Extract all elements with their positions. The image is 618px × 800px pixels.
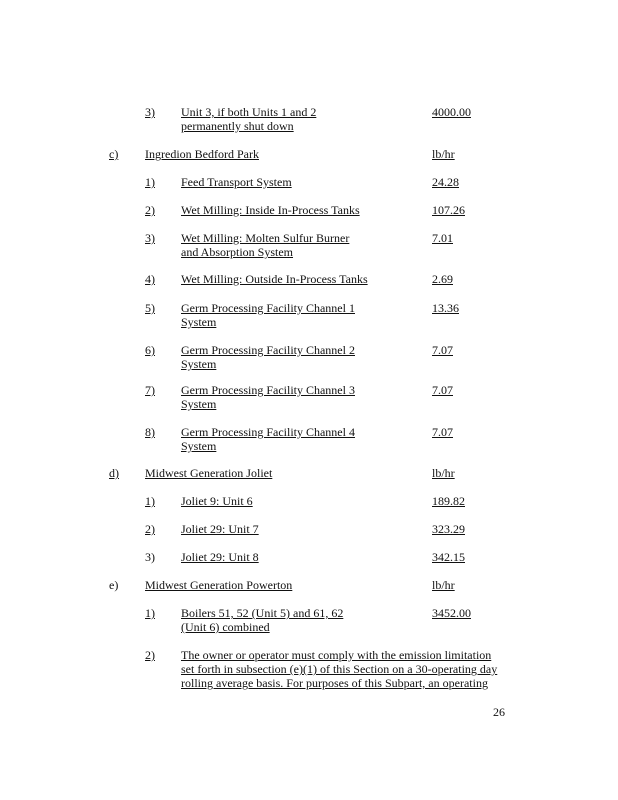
item-label-line: Germ Processing Facility Channel 2	[181, 343, 355, 357]
section-marker: e)	[109, 578, 119, 592]
item-label-line: System	[181, 397, 217, 411]
item-label-line: Unit 3, if both Units 1 and 2	[181, 105, 317, 119]
item-value: 7.07	[432, 383, 453, 397]
item-value: 7.07	[432, 425, 453, 439]
item-label-line: Wet Milling: Outside In-Process Tanks	[181, 272, 368, 286]
item-value: 107.26	[432, 203, 465, 217]
item-value: 2.69	[432, 272, 453, 286]
item-value: 7.01	[432, 231, 453, 245]
section-unit: lb/hr	[432, 466, 455, 480]
item-marker: 8)	[145, 425, 155, 439]
item-label-line: Joliet 29: Unit 8	[181, 550, 259, 564]
item-value: 24.28	[432, 175, 459, 189]
item-marker: 7)	[145, 383, 155, 397]
paragraph-line: rolling average basis. For purposes of this Subpart, an operating	[181, 676, 488, 690]
item-label-line: Feed Transport System	[181, 175, 292, 189]
item-marker: 2)	[145, 203, 155, 217]
section-marker: c)	[109, 147, 119, 161]
item-label-line: and Absorption System	[181, 245, 294, 259]
item-label-line: System	[181, 315, 217, 329]
item-value: 3452.00	[432, 606, 471, 620]
item-label-line: Wet Milling: Inside In-Process Tanks	[181, 203, 360, 217]
section-title: Midwest Generation Joliet	[145, 466, 273, 480]
page-number: 26	[493, 705, 505, 719]
item-label-line: Germ Processing Facility Channel 1	[181, 301, 355, 315]
item-label-line: permanently shut down	[181, 119, 294, 133]
item-label-line: Joliet 29: Unit 7	[181, 522, 259, 536]
item-label-line: (Unit 6) combined	[181, 620, 270, 634]
section-marker: d)	[109, 466, 119, 480]
section-title: Midwest Generation Powerton	[145, 578, 293, 592]
item-marker: 3)	[145, 105, 155, 119]
item-label-line: System	[181, 357, 217, 371]
section-unit: lb/hr	[432, 578, 455, 592]
item-label-line: Boilers 51, 52 (Unit 5) and 61, 62	[181, 606, 344, 620]
item-marker: 3)	[145, 550, 155, 564]
item-marker: 2)	[145, 648, 155, 662]
item-marker: 1)	[145, 175, 155, 189]
item-marker: 1)	[145, 606, 155, 620]
item-label-line: Germ Processing Facility Channel 4	[181, 425, 355, 439]
item-value: 342.15	[432, 550, 465, 564]
section-title: Ingredion Bedford Park	[145, 147, 259, 161]
item-marker: 1)	[145, 494, 155, 508]
item-marker: 3)	[145, 231, 155, 245]
item-label-line: Germ Processing Facility Channel 3	[181, 383, 355, 397]
item-marker: 5)	[145, 301, 155, 315]
item-label-line: Wet Milling: Molten Sulfur Burner	[181, 231, 350, 245]
item-marker: 6)	[145, 343, 155, 357]
item-value: 189.82	[432, 494, 465, 508]
item-marker: 2)	[145, 522, 155, 536]
item-value: 323.29	[432, 522, 465, 536]
item-value: 4000.00	[432, 105, 471, 119]
section-unit: lb/hr	[432, 147, 455, 161]
paragraph-line: The owner or operator must comply with the emission limitation	[181, 648, 492, 662]
item-label-line: System	[181, 439, 217, 453]
item-marker: 4)	[145, 272, 155, 286]
item-value: 7.07	[432, 343, 453, 357]
item-label-line: Joliet 9: Unit 6	[181, 494, 253, 508]
item-value: 13.36	[432, 301, 459, 315]
paragraph-line: set forth in subsection (e)(1) of this Section on a 30-operating day	[181, 662, 498, 676]
